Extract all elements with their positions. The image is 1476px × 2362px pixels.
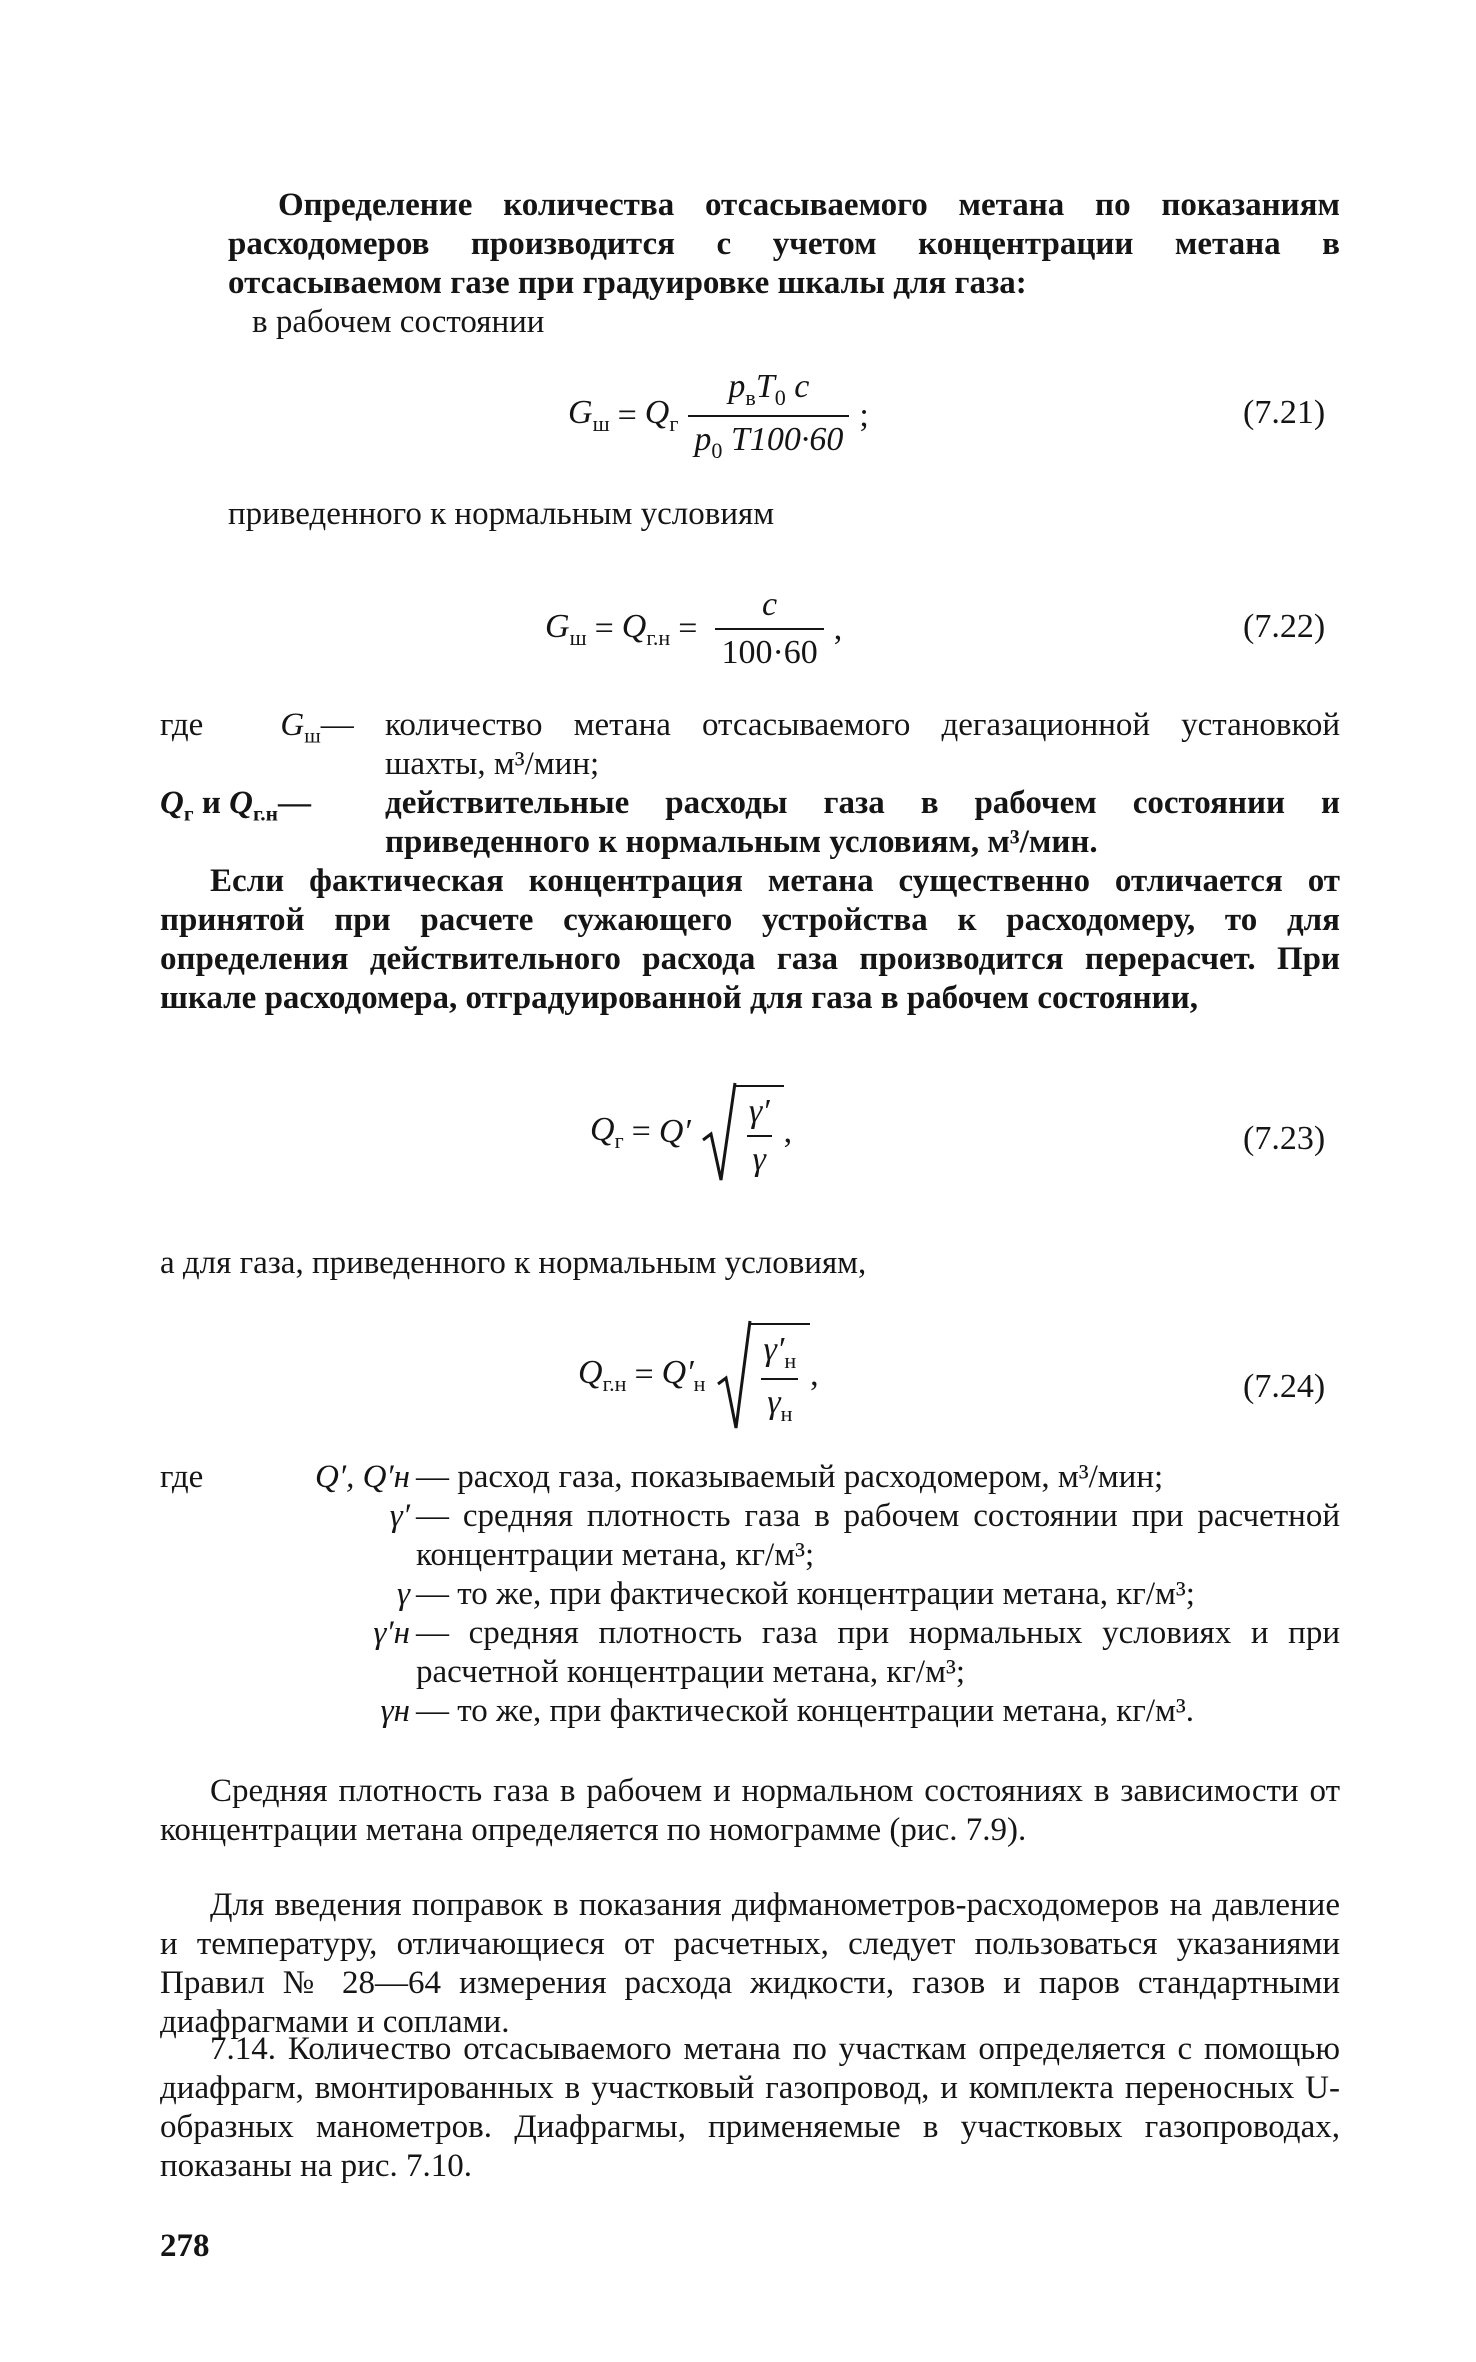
- definition-term: $Q_г$ и $Q_{г.н}—$: [160, 785, 311, 826]
- where-label: где: [160, 1459, 204, 1495]
- f721-numerator: $p_вT_0$ c: [728, 368, 810, 410]
- intro-paragraph: Определение количества отсасываемого метана по показаниям расходомеров производится с учетом концентрации метана в отсасываемом газе при градуировке шкалы для газа:: [228, 187, 1340, 301]
- f721-tail: ;: [859, 396, 869, 434]
- radical-sign-icon: [716, 1320, 752, 1430]
- density-paragraph: Средняя плотность газа в рабочем и нормальном состояниях в зависимости от концентрации метана определяется по номограмме (рис. 7.9).: [160, 1773, 1340, 1848]
- normal-gas-label: а для газа, приведенного к нормальным условиям,: [160, 1245, 867, 1281]
- radical-sign-icon: [701, 1082, 737, 1182]
- definition-text: — средняя плотность газа в рабочем состоянии при расчетной концентрации метана, кг/м³;: [416, 1498, 1340, 1573]
- f721-fraction: [688, 368, 849, 464]
- formula-7-21: [568, 368, 869, 464]
- f722-fraction: [715, 586, 823, 672]
- definition-row: [160, 706, 1340, 784]
- section-7-14-paragraph: 7.14. Количество отсасываемого метана по участкам определяется с помощью диафрагм, вмонтированных в участковый газопровод, и комплекта переносных U-образных манометров. Диафрагмы, применяемые в участковых газопроводах, показаны на рис. 7.10.: [160, 2031, 1340, 2184]
- f723-radicand: $\frac{\gamma'}{\gamma}$: [735, 1085, 784, 1179]
- f724-eq: =: [634, 1356, 654, 1393]
- definition-text: — расход газа, показываемый расходомером, м³/мин;: [416, 1459, 1164, 1495]
- f724-rhs: $Q'_н$: [661, 1353, 706, 1396]
- definition-row: [160, 784, 1340, 862]
- definition-row: [250, 1458, 1340, 1497]
- equation-number-7-21: (7.21): [1243, 394, 1326, 431]
- definition-text: действительные расходы газа в рабочем состоянии и приведенного к нормальным условиям, м³/мин.: [385, 785, 1340, 860]
- formula-7-22: [545, 586, 842, 672]
- definition-term: γн: [380, 1693, 410, 1729]
- corrections-paragraph: Для введения поправок в показания дифманометров-расходомеров на давление и температуру, отличающиеся от расчетных, следует пользоваться указаниями Правил № 28—64 измерения расхода жидкости, газов и паров стандартными диафрагмами и соплами.: [160, 1887, 1340, 2040]
- recalculation-paragraph: Если фактическая концентрация метана существенно отличается от принятой при расчете сужающего устройства к расходомеру, то для определения действительного расхода газа производится перерасчет. При шкале расходомера, отградуированной для газа в рабочем состоянии,: [160, 863, 1340, 1016]
- f722-lhs: $G_ш$: [545, 607, 587, 650]
- definitions-block-1: [160, 706, 1340, 862]
- f722-numerator: c: [762, 586, 778, 623]
- f724-tail: ,: [810, 1356, 819, 1393]
- definition-term: Q′, Q′н: [315, 1459, 410, 1495]
- definition-term: где $G_ш—$: [160, 707, 354, 748]
- f721-denominator: $p_0$ T100·60: [688, 415, 849, 464]
- f721-eq: =: [617, 396, 637, 434]
- working-state-label: в рабочем состоянии: [252, 304, 545, 340]
- f724-sqrt: [716, 1320, 811, 1430]
- equation-number-7-22: (7.22): [1243, 608, 1326, 645]
- f721-lhs: $G_ш$: [568, 394, 610, 437]
- definition-text: — то же, при фактической концентрации метана, кг/м³;: [416, 1576, 1195, 1612]
- page-number: 278: [160, 2228, 210, 2264]
- normal-conditions-label: приведенного к нормальным условиям: [228, 496, 775, 532]
- definition-text: количество метана отсасываемого дегазационной установкой шахты, м³/мин;: [385, 707, 1340, 782]
- f722-eq2: =: [678, 610, 698, 647]
- equation-number-7-24: (7.24): [1243, 1368, 1326, 1405]
- definition-term: γ′н: [373, 1615, 410, 1651]
- f723-rhs: Q′: [658, 1113, 691, 1150]
- definitions-block-2: [250, 1458, 1340, 1731]
- f722-denominator: 100·60: [715, 628, 823, 672]
- f724-lhs: $Q_{г.н}$: [578, 1353, 627, 1396]
- f722-q: $Q_{г.н}$: [621, 607, 671, 650]
- f721-q: $Q_г$: [644, 394, 679, 437]
- formula-7-24: [578, 1320, 819, 1430]
- definition-term: γ: [396, 1576, 410, 1612]
- definition-row: [250, 1692, 1340, 1731]
- definition-row: [250, 1497, 1340, 1575]
- definition-term: γ′: [389, 1498, 410, 1534]
- f724-radicand: $\frac{\gamma'_н}{\gamma_н}$: [750, 1323, 811, 1427]
- f723-eq: =: [631, 1113, 651, 1150]
- f722-tail: ,: [833, 610, 843, 647]
- f722-eq1: =: [594, 610, 614, 647]
- f723-tail: ,: [783, 1113, 793, 1150]
- definition-row: [250, 1614, 1340, 1692]
- f723-sqrt: [701, 1082, 784, 1182]
- definition-row: [250, 1575, 1340, 1614]
- formula-7-23: [590, 1082, 792, 1182]
- equation-number-7-23: (7.23): [1243, 1120, 1326, 1157]
- definition-text: — средняя плотность газа при нормальных условиях и при расчетной концентрации метана, кг/м³;: [416, 1615, 1340, 1690]
- f723-lhs: $Q_г$: [590, 1110, 624, 1153]
- definition-text: — то же, при фактической концентрации метана, кг/м³.: [416, 1693, 1195, 1729]
